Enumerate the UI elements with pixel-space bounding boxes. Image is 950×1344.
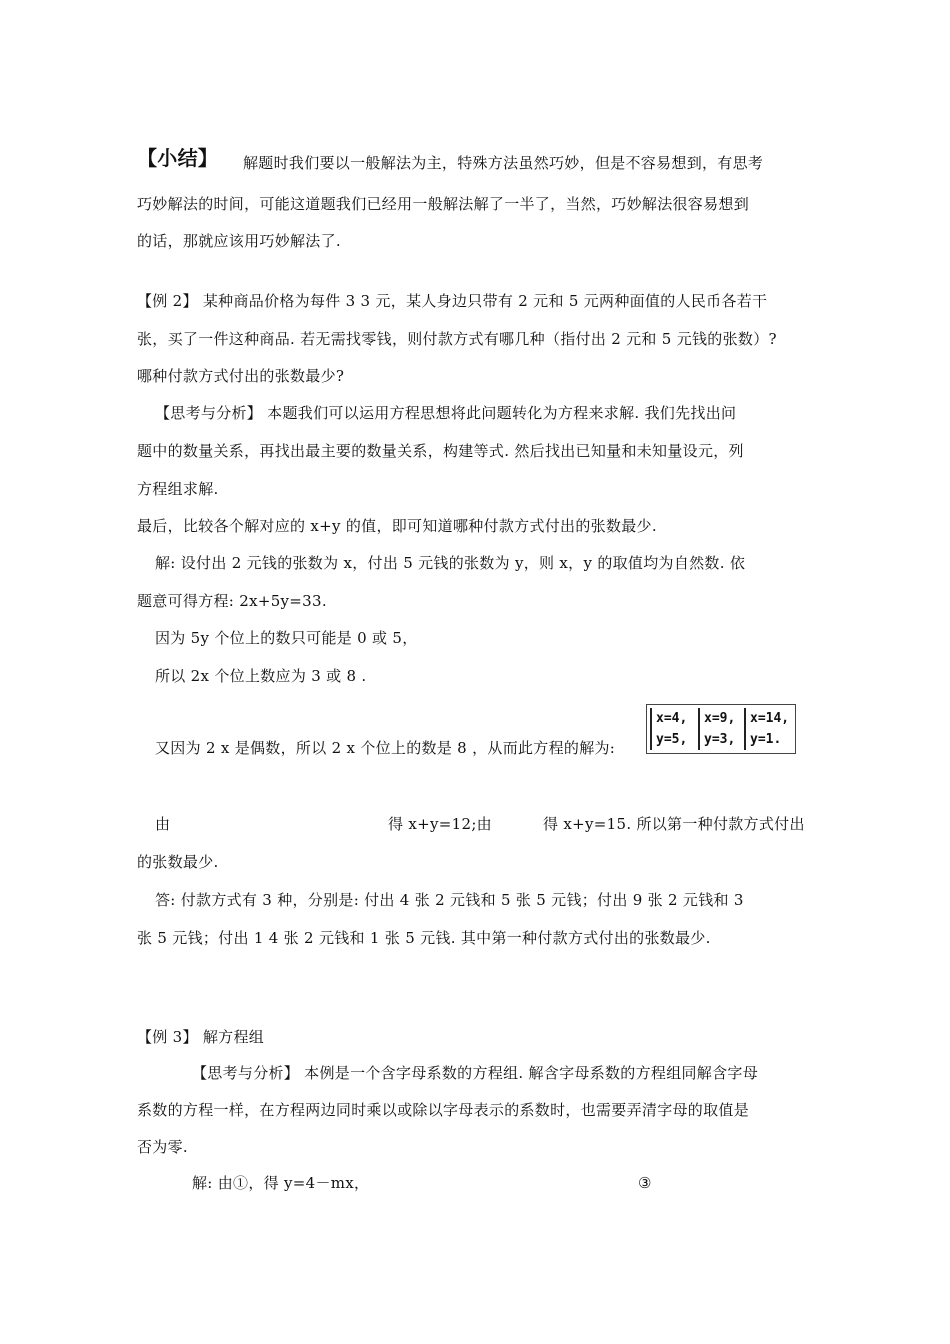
example2-analysis-2: 题中的数量关系，再找出最主要的数量关系，构建等式. 然后找出已知量和未知量设元，列 [137,442,744,460]
solution-1-x: x=4, [656,711,688,726]
solution-pair-3 [744,708,789,750]
solution-3-y: y=1. [750,732,782,747]
example2-solution-6c: 得 x+y=15. 所以第一种付款方式付出 [543,815,805,833]
example2-solution-1: 解: 设付出 2 元钱的张数为 x，付出 5 元钱的张数为 y，则 x，y 的取值均为自然数. 依 [155,554,746,572]
example2-solution-7: 的张数最少. [137,853,219,871]
summary-heading: 【小结】 [137,146,219,170]
example2-line-1: 【例 2】 某种商品价格为每件 3 3 元，某人身边只带有 2 元和 5 元两种面值的人民币各若干 [137,292,768,310]
solution-pair-1 [650,708,687,750]
example3-line-1: 【例 3】 解方程组 [137,1028,265,1046]
example2-solution-2: 题意可得方程: 2x+5y=33. [137,592,327,610]
example3-analysis-1: 【思考与分析】 本例是一个含字母系数的方程组. 解含字母系数的方程组同解含字母 [192,1064,759,1082]
example2-analysis-4: 最后，比较各个解对应的 x+y 的值，即可知道哪种付款方式付出的张数最少. [137,517,657,535]
example2-solution-5: 又因为 2 x 是偶数，所以 2 x 个位上的数是 8 ，从而此方程的解为: [155,739,616,757]
solution-set-image [646,704,796,754]
solution-2-y: y=3, [704,732,736,747]
example2-line-3: 哪种付款方式付出的张数最少? [137,367,345,385]
example2-line-2: 张，买了一件这种商品. 若无需找零钱，则付款方式有哪几种（指付出 2 元和 5 元钱的张数）? [137,330,777,348]
example3-solution-1: 解: 由①，得 y=4－mx， [192,1174,370,1192]
solution-1-y: y=5, [656,732,688,747]
solution-3-x: x=14, [750,711,790,726]
example2-answer-1: 答: 付款方式有 3 种，分别是: 付出 4 张 2 元钱和 5 张 5 元钱；付出 9 张 2 元钱和 3 [155,891,744,909]
example2-solution-4: 所以 2x 个位上数应为 3 或 8 . [155,667,367,685]
summary-line-2: 巧妙解法的时间，可能这道题我们已经用一般解法解了一半了，当然，巧妙解法很容易想到 [137,195,750,213]
example3-equation-number: ③ [638,1174,652,1192]
example2-solution-6b: 得 x+y=12;由 [388,815,492,833]
example2-analysis-1: 【思考与分析】 本题我们可以运用方程思想将此问题转化为方程来求解. 我们先找出问 [155,404,737,422]
example2-answer-2: 张 5 元钱；付出 1 4 张 2 元钱和 1 张 5 元钱. 其中第一种付款方式付出的张数最少. [137,929,711,947]
example3-analysis-3: 否为零. [137,1138,188,1156]
example2-solution-6a: 由 [155,815,171,833]
example2-analysis-3: 方程组求解. [137,480,219,498]
summary-line-1: 解题时我们要以一般解法为主，特殊方法虽然巧妙，但是不容易想到，有思考 [243,154,764,172]
example3-analysis-2: 系数的方程一样，在方程两边同时乘以或除以字母表示的系数时，也需要弄清字母的取值是 [137,1101,750,1119]
example2-solution-3: 因为 5y 个位上的数只可能是 0 或 5， [155,629,418,647]
summary-line-3: 的话，那就应该用巧妙解法了. [137,232,341,250]
solution-pair-2 [698,708,735,750]
solution-2-x: x=9, [704,711,736,726]
